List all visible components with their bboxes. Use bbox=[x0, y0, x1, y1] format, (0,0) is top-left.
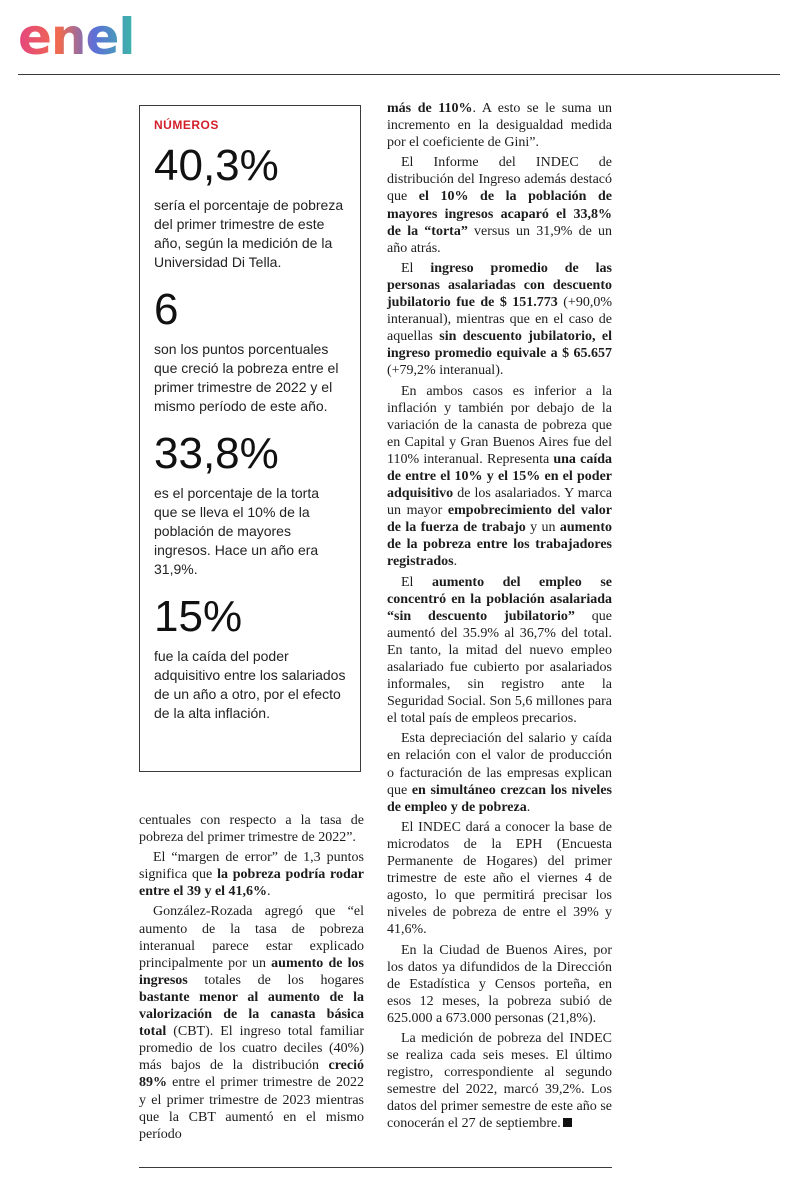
page-header bbox=[0, 0, 800, 76]
end-of-article-mark bbox=[563, 1118, 572, 1127]
footer-divider bbox=[139, 1167, 612, 1168]
stat-value: 6 bbox=[154, 285, 179, 334]
header-divider bbox=[18, 74, 780, 75]
stat-text: sería el porcentaje de pobreza del primer trimestre de este año, según la medición de la Universidad Di Tella. bbox=[154, 197, 344, 270]
paragraph: En la Ciudad de Buenos Aires, por los datos ya difundidos de la Dirección de Estadística y Censos porteña, en esos 12 meses, la pobreza subió de 625.000 a 673.000 personas (21,8%). bbox=[387, 942, 612, 1026]
paragraph: Esta depreciación del salario y caída en relación con el valor de producción o facturación de las empresas explican que en simultáneo crezcan los niveles de empleo y de pobreza. bbox=[387, 731, 612, 815]
logo-text: enel bbox=[18, 8, 135, 66]
paragraph: más de 110%. A esto se le suma un incremento en la desigualdad medida por el coeficiente de Gini”. bbox=[387, 101, 613, 151]
box-title: NÚMEROS bbox=[154, 118, 219, 132]
stat-text: son los puntos porcentuales que creció la pobreza entre el primer trimestre de 2022 y el mismo período de este año. bbox=[154, 341, 339, 414]
paragraph: El ingreso promedio de las personas asalariadas con descuento jubilatorio fue de $ 151.773 (+90,0% interanual), mientras que en el caso de aquellas sin descuento jubilatorio, el ingreso promedio equivale a $ 65.657 (+79,2% interanual). bbox=[387, 260, 612, 379]
stat-value: 15% bbox=[154, 592, 243, 641]
paragraph: El “margen de error” de 1,3 puntos significa que la pobreza podría rodar entre el 39 y el 41,6%. bbox=[139, 850, 364, 900]
paragraph: El Informe del INDEC de distribución del Ingreso además destacó que el 10% de la población de mayores ingresos acaparó el 33,8% de la “torta” versus un 31,9% de un año atrás. bbox=[387, 155, 612, 256]
paragraph: En ambos casos es inferior a la inflación y también por debajo de la variación de la canasta de pobreza que en Capital y Gran Buenos Aires fue del 110% interanual. Representa una caída de entre el 10% y el 15% en el poder adquisitivo de los asalariados. Y marca un mayor empobrecimiento del valor de la fuerza de trabajo y un aumento de la pobreza entre los trabajadores registrados. bbox=[387, 383, 613, 570]
article-left-column bbox=[139, 812, 364, 1146]
stat-value: 33,8% bbox=[154, 429, 279, 478]
stat-text: es el porcentaje de la torta que se lleva el 10% de la población de mayores ingresos. Hace un año era 31,9%. bbox=[154, 485, 319, 577]
stat-item bbox=[154, 591, 346, 723]
stat-item bbox=[154, 428, 346, 579]
paragraph: El aumento del empleo se concentró en la población asalariada “sin descuento jubilatorio” que aumentó del 35.9% al 36,7% del total. En tanto, la mitad del nuevo empleo asalariado fue cubierto por asalariados informales, sin registro ante la Seguridad Social. Son 5,6 millones para el total país de empleos precarios. bbox=[387, 574, 612, 727]
enel-logo bbox=[18, 8, 188, 66]
article-right-column bbox=[387, 100, 612, 1136]
stat-item bbox=[154, 140, 346, 272]
numbers-sidebar-box bbox=[139, 105, 361, 772]
paragraph: La medición de pobreza del INDEC se realiza cada seis meses. El último registro, correspondiente al segundo semestre del 2022, marcó 39,2%. Los datos del primer semestre de este año se conocerán el 27 de septiembre. bbox=[387, 1030, 612, 1132]
stat-value: 40,3% bbox=[154, 141, 279, 190]
stat-text: fue la caída del poder adquisitivo entre los salariados de un año a otro, por el efecto de la alta inflación. bbox=[154, 648, 346, 721]
paragraph: El INDEC dará a conocer la base de microdatos de la EPH (Encuesta Permanente de Hogares) del primer trimestre de este año el viernes 4 de agosto, lo que permitirá precisar los niveles de pobreza de entre el 39% y 41,6%. bbox=[387, 819, 612, 938]
paragraph: centuales con respecto a la tasa de pobreza del primer trimestre de 2022”. bbox=[139, 813, 364, 846]
paragraph: González-Rozada agregó que “el aumento de la tasa de pobreza interanual parece estar explicado principalmente por un aumento de los ingresos totales de los hogares bastante menor al aumento de la valorización de la canasta básica total (CBT). El ingreso total familiar promedio de los cuatro deciles (40%) más bajos de la distribución creció 89% entre el primer trimestre de 2022 y el primer trimestre de 2023 mientras que la CBT aumentó en el mismo período bbox=[139, 904, 364, 1142]
stat-item bbox=[154, 284, 346, 416]
